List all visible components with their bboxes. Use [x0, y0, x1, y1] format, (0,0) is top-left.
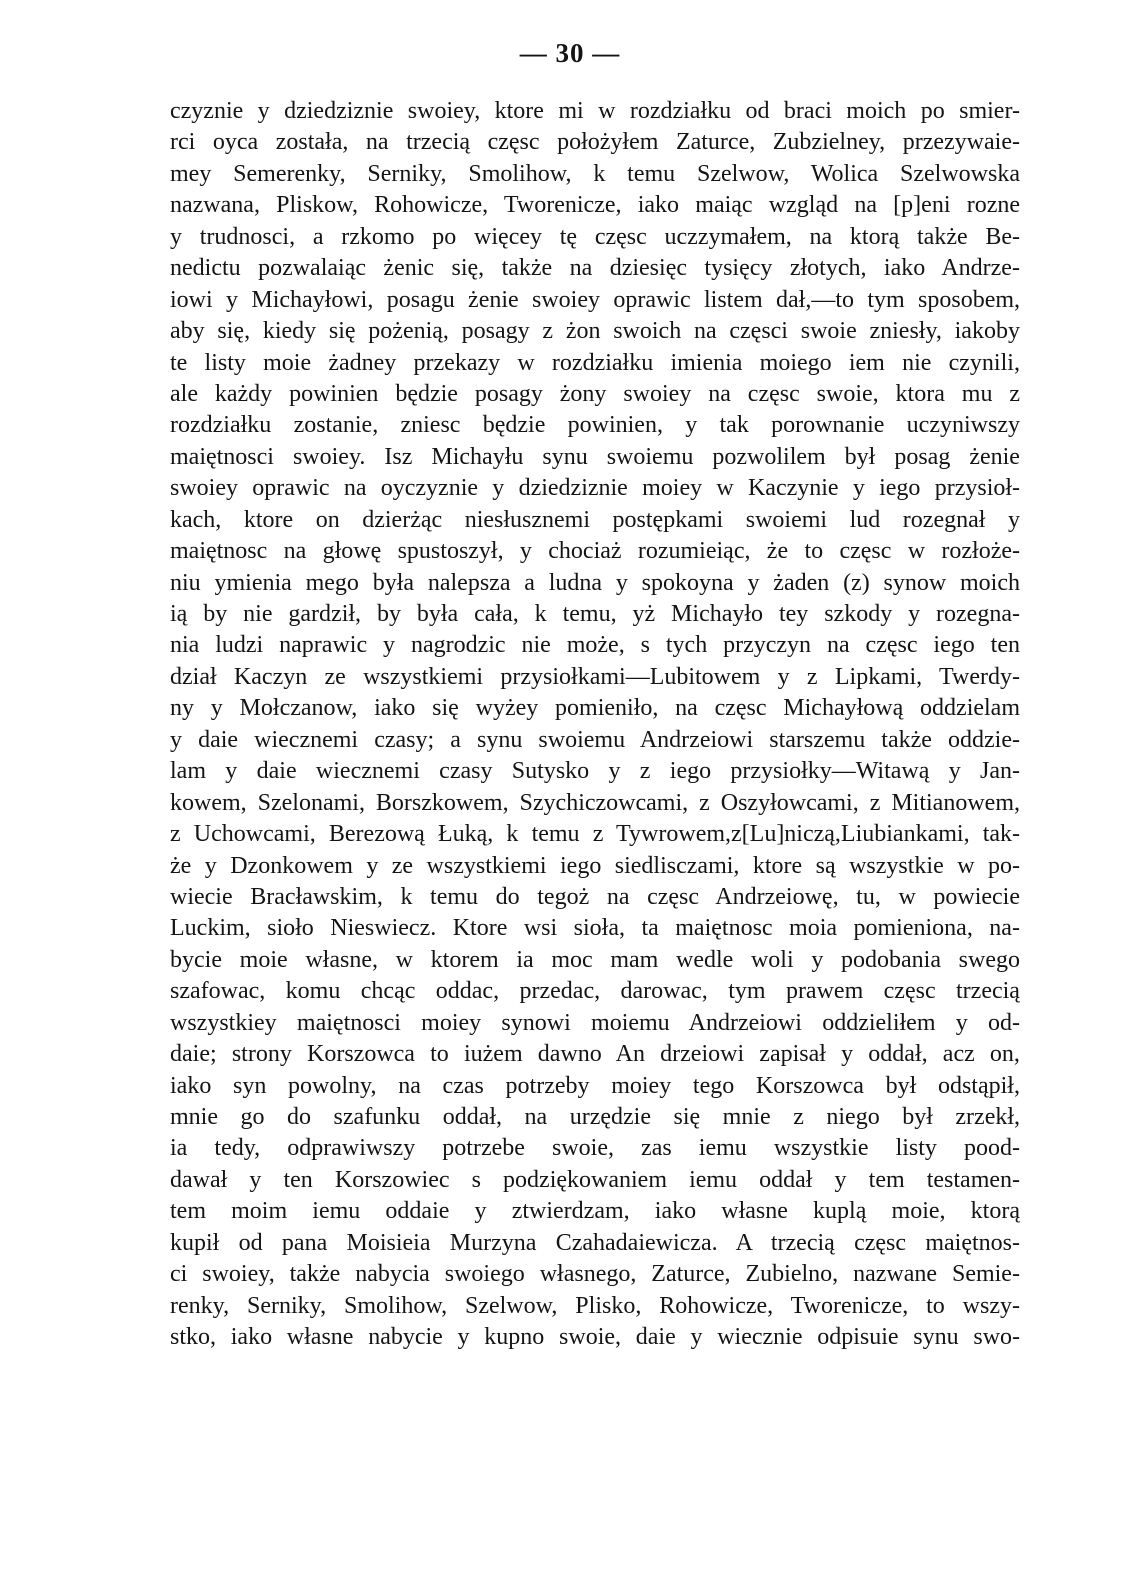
text-line: Luckim, sioło Nieswiecz. Ktore wsi sioła, ta maiętnosc moia pomieniona, na- [170, 915, 1020, 942]
text-line: maiętnosc na głowę spustoszył, y chociaż rozumieiąc, że to częsc w rozłoże- [170, 538, 1020, 565]
text-line: kach, ktore on dzierżąc niesłusznemi postępkami swoiemi lud rozegnał y [170, 506, 1020, 533]
text-line: stko, iako własne nabycie y kupno swoie, daie y wiecznie odpisuie synu swo- [170, 1324, 1020, 1351]
text-line: nedictu pozwalaiąc żenic się, także na dziesięc tysięcy złotych, iako Andrze- [170, 255, 1020, 282]
text-line: niu ymienia mego była nalepsza a ludna y spokoyna y żaden (z) synow moich [170, 569, 1020, 596]
text-line: bycie moie własne, w ktorem ia moc mam wedle woli y podobania swego [170, 946, 1020, 973]
text-line: aby się, kiedy się pożenią, posagy z żon swoich na częsci swoie zniesły, iakoby [170, 318, 1020, 345]
text-line: szafowac, komu chcąc oddac, przedac, darowac, tym prawem częsc trzecią [170, 978, 1020, 1005]
text-line: rci oyca została, na trzecią częsc położyłem Zaturce, Zubzielney, przezywaie- [170, 129, 1020, 156]
text-line: czyznie y dziedziznie swoiey, ktore mi w rozdziałku od braci moich po smier- [170, 98, 1020, 124]
text-line: maiętnosci swoiey. Isz Michayłu synu swoiemu pozwolilem był posag żenie [170, 443, 1020, 470]
text-line: ny y Mołczanow, iako się wyżey pomieniło, na częsc Michayłową oddzielam [170, 695, 1020, 722]
text-line: wszystkiey maiętnosci moiey synowi moiemu Andrzeiowi oddzieliłem y od- [170, 1009, 1020, 1036]
text-line: z Uchowcami, Berezową Łuką, k temu z Tywrowem,z[Lu]niczą,Liubiankami, tak- [170, 821, 1020, 848]
text-line: wiecie Bracławskim, k temu do tegoż na częsc Andrzeiowę, tu, w powiecie [170, 883, 1020, 910]
text-line: mnie go do szafunku oddał, na urzędzie się mnie z niego był zrzekł, [170, 1104, 1020, 1130]
text-line: lam y daie wiecznemi czasy Sutysko y z iego przysiołky—Witawą y Jan- [170, 758, 1020, 785]
text-line: kowem, Szelonami, Borszkowem, Szychiczowcami, z Oszyłowcami, z Mitianowem, [170, 789, 1020, 816]
text-line: mey Semerenky, Serniky, Smolihow, k temu Szelwow, Wolica Szelwowska [170, 160, 1020, 187]
text-line: nia ludzi naprawic y nagrodzic nie może, s tych przyczyn na częsc iego ten [170, 632, 1020, 659]
text-line: tem moim iemu oddaie y ztwierdzam, iako własne kuplą moie, ktorą [170, 1198, 1020, 1225]
text-line: nazwana, Pliskow, Rohowicze, Tworenicze, iako maiąc wzgląd na [p]eni rozne [170, 192, 1020, 219]
text-line: te listy moie żadney przekazy w rozdziałku imienia moiego iem nie czynili, [170, 349, 1020, 376]
document-body [170, 96, 1020, 1354]
text-line: ale każdy powinien będzie posagy żony swoiey na częsc swoie, ktora mu z [170, 380, 1020, 407]
text-line: swoiey oprawic na oyczyznie y dziedziznie moiey w Kaczynie y iego przysioł- [170, 475, 1020, 502]
text-line: y trudnosci, a rzkomo po więcey tę częsc uczzymałem, na ktorą także Be- [170, 223, 1020, 250]
text-line: że y Dzonkowem y ze wszystkiemi iego siedlisczami, ktore są wszystkie w po- [170, 852, 1020, 879]
text-line: dawał y ten Korszowiec s podziękowaniem iemu oddał y tem testamen- [170, 1166, 1020, 1193]
text-line: ci swoiey, także nabycia swoiego własnego, Zaturce, Zubielno, nazwane Semie- [170, 1261, 1020, 1288]
text-line: y daie wiecznemi czasy; a synu swoiemu Andrzeiowi starszemu także oddzie- [170, 726, 1020, 753]
text-line: iako syn powolny, na czas potrzeby moiey tego Korszowca był odstąpił, [170, 1072, 1020, 1099]
text-line: ią by nie gardził, by była cała, k temu, yż Michayło tey szkody y rozegna- [170, 601, 1020, 627]
text-line: iowi y Michayłowi, posagu żenie swoiey oprawic listem dał,—to tym sposobem, [170, 286, 1020, 313]
text-line: renky, Serniky, Smolihow, Szelwow, Plisko, Rohowicze, Tworenicze, to wszy- [170, 1292, 1020, 1319]
page-number: — 30 — [519, 38, 621, 68]
text-line: dział Kaczyn ze wszystkiemi przysiołkami—Lubitowem y z Lipkami, Twerdy- [170, 663, 1020, 690]
text-line: daie; strony Korszowca to iużem dawno An drzeiowi zapisał y oddał, acz on, [170, 1041, 1020, 1068]
text-line: ia tedy, odprawiwszy potrzebe swoie, zas iemu wszystkie listy pood- [170, 1135, 1020, 1162]
text-line: rozdziałku zostanie, zniesc będzie powinien, y tak porownanie uczyniwszy [170, 412, 1020, 439]
text-line: kupił od pana Moisieia Murzyna Czahadaiewicza. A trzecią częsc maiętnos- [170, 1229, 1020, 1256]
